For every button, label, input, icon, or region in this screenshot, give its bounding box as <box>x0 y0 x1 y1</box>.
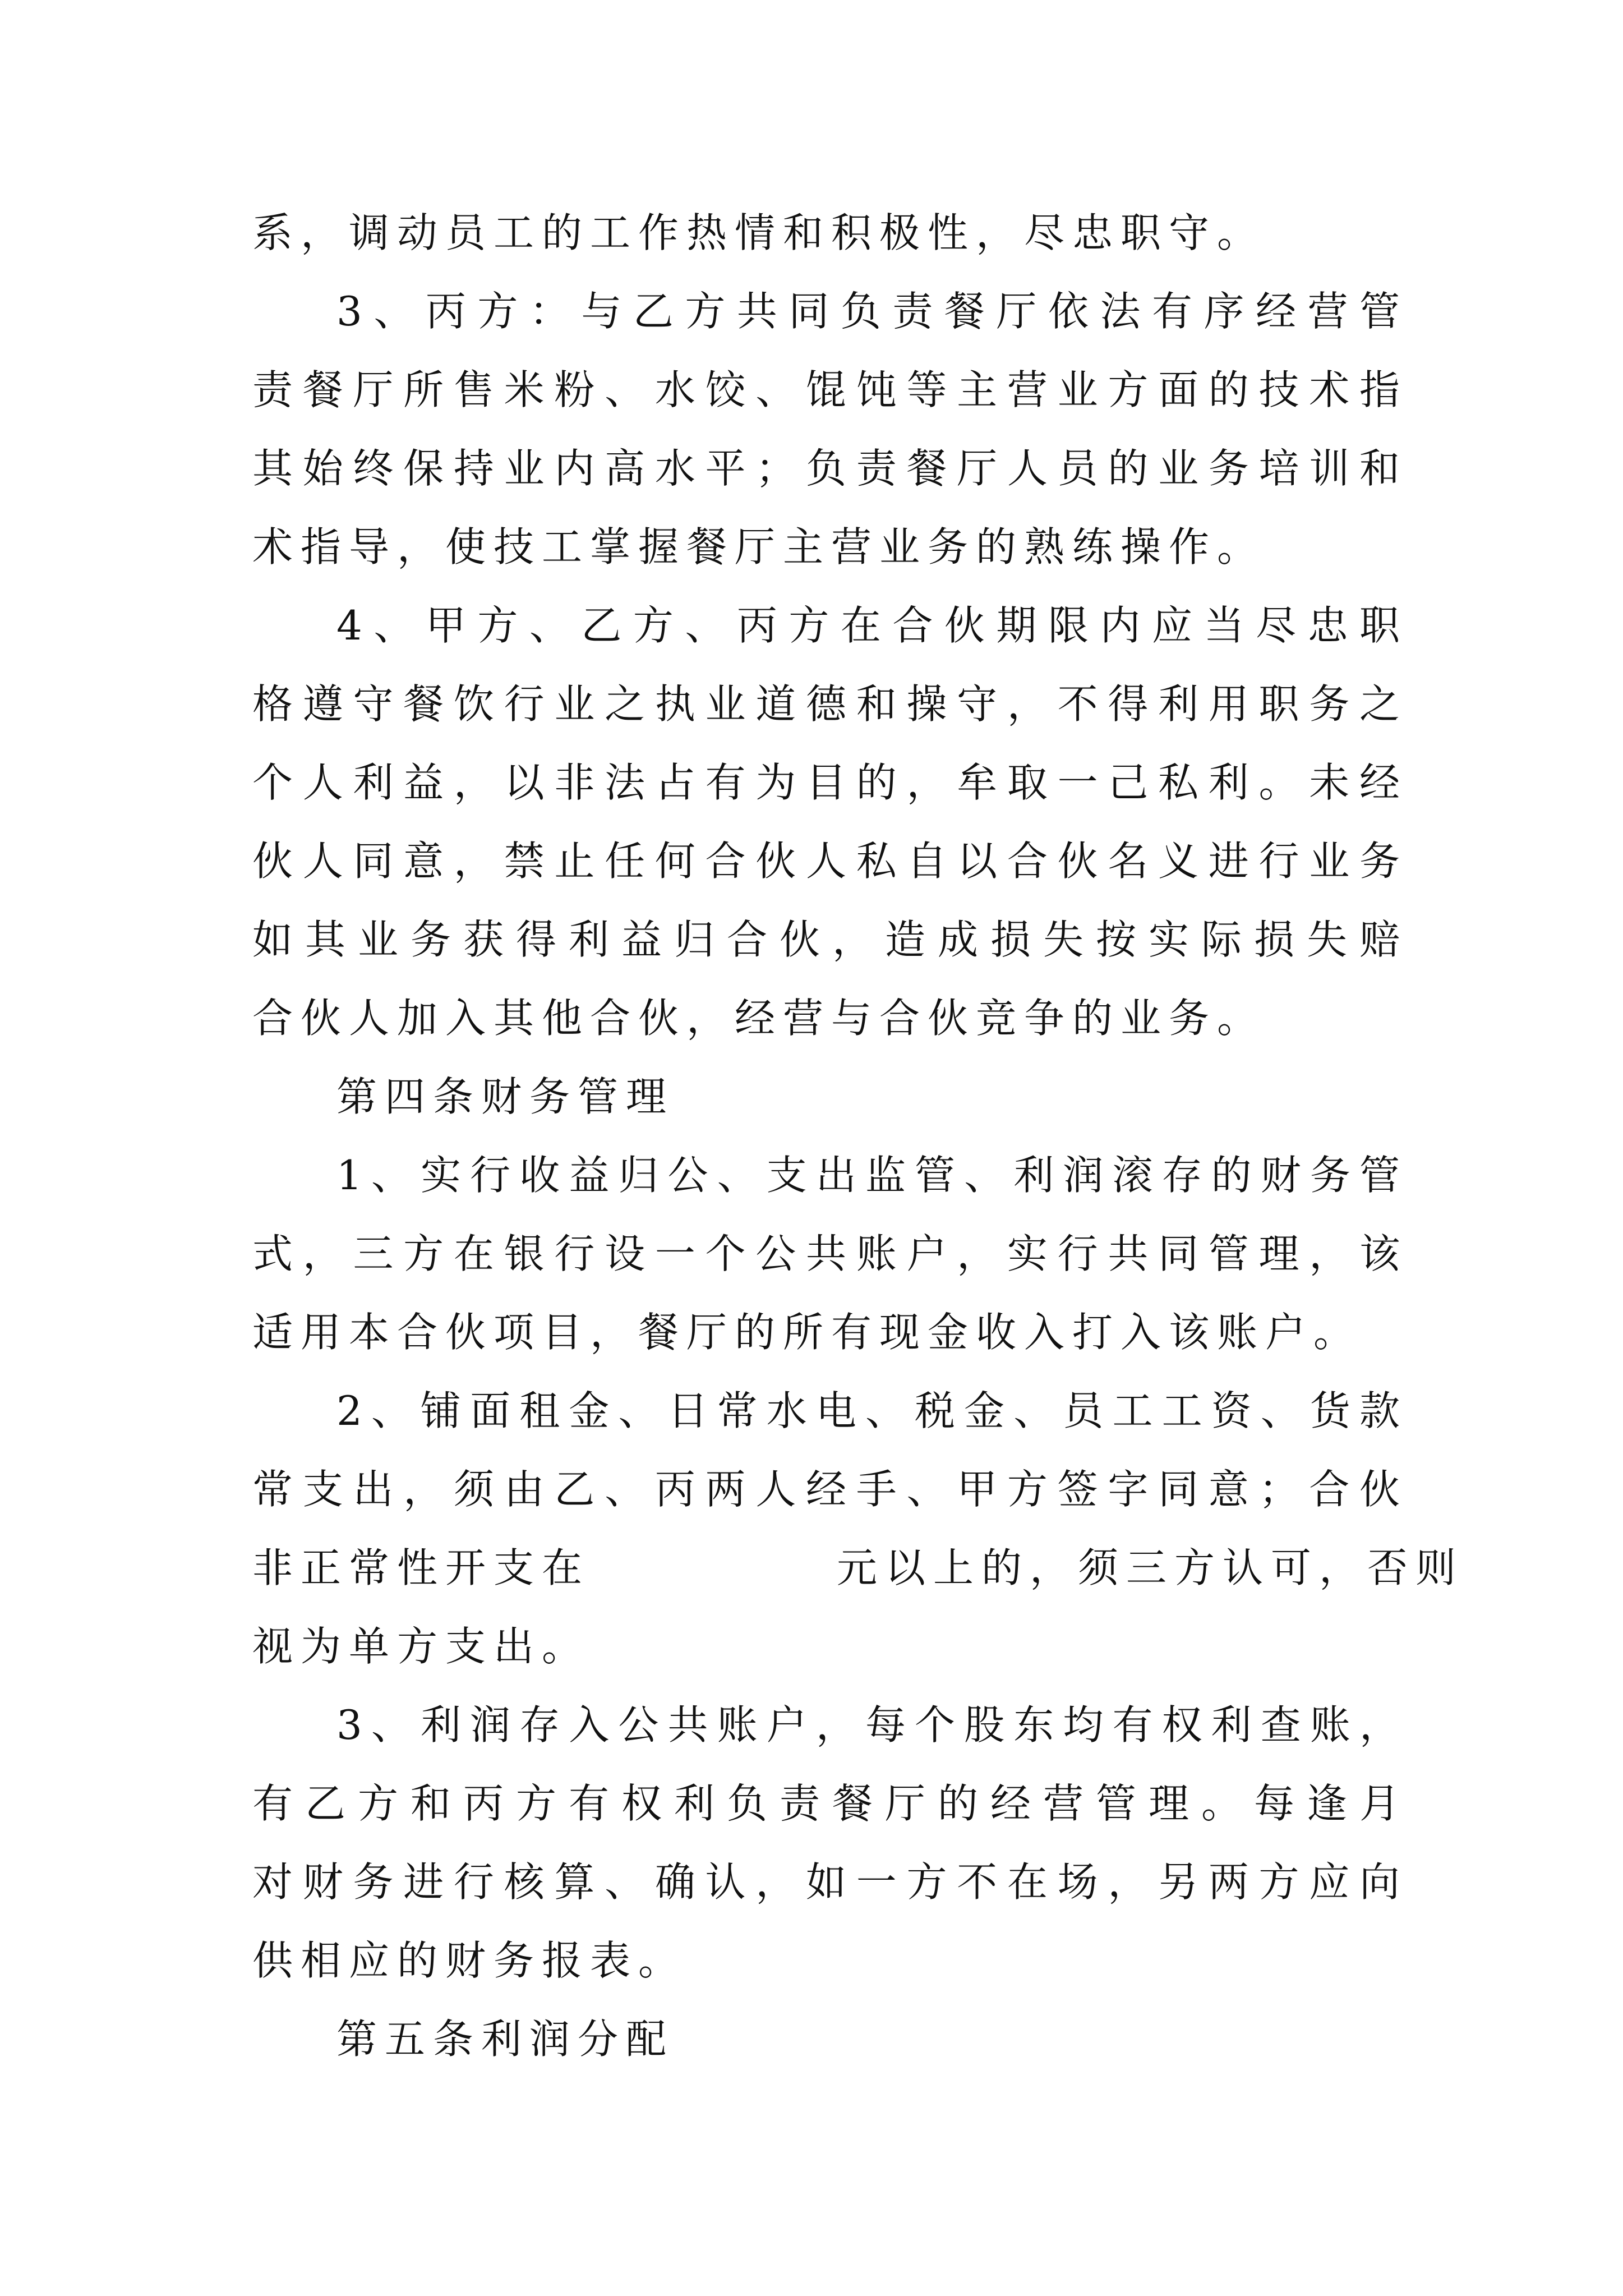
text-line: 对财务进行核算、确认，如一方不在场，另两方应向 <box>252 1858 1408 1906</box>
paragraph-finance-3-line-1: 3、利润存入公共账户，每个股东均有权利查账， <box>336 1701 1408 1749</box>
text-line: 系，调动员工的工作热情和积极性，尽忠职守。 <box>252 209 1266 256</box>
text-line: 供相应的财务报表。 <box>252 1937 687 1984</box>
paragraph-4-line-1: 4、甲方、乙方、丙方在合伙期限内应当尽忠职 <box>336 602 1408 649</box>
text-line: 式，三方在银行设一个公共账户，实行共同管理，该 <box>252 1230 1408 1277</box>
text-line: 术指导，使技工掌握餐厅主营业务的熟练操作。 <box>252 523 1266 570</box>
text-line: 个人利益，以非法占有为目的，牟取一己私利。未经 <box>252 759 1408 806</box>
text-line: 常支出，须由乙、丙两人经手、甲方签字同意；合伙 <box>252 1466 1408 1513</box>
text-line: 如其业务获得利益归合伙，造成损失按实际损失赔 <box>252 916 1408 963</box>
section-heading-finance: 第四条财务管理 <box>336 1073 675 1120</box>
text-line: 责餐厅所售米粉、水饺、馄饨等主营业方面的技术指 <box>252 366 1408 413</box>
text-segment: 元以上的，须三方认可，否则 <box>837 1544 1464 1591</box>
text-line-with-blank <box>252 1526 1464 1610</box>
text-line: 伙人同意，禁止任何合伙人私自以合伙名义进行业务 <box>252 838 1408 885</box>
paragraph-finance-2-line-1: 2、铺面租金、日常水电、税金、员工工资、货款 <box>336 1387 1408 1434</box>
paragraph-finance-1-line-1: 1、实行收益归公、支出监管、利润滚存的财务管 <box>336 1152 1408 1199</box>
text-line: 视为单方支出。 <box>252 1623 591 1670</box>
text-line: 合伙人加入其他合伙，经营与合伙竞争的业务。 <box>252 995 1266 1042</box>
text-line: 有乙方和丙方有权利负责餐厅的经营管理。每逢月 <box>252 1780 1408 1827</box>
section-heading-profit: 第五条利润分配 <box>336 2016 675 2063</box>
text-line: 其始终保持业内高水平；负责餐厅人员的业务培训和 <box>252 445 1408 492</box>
text-line: 格遵守餐饮行业之执业道德和操守，不得利用职务之 <box>252 680 1408 728</box>
paragraph-3-line-1: 3、丙方：与乙方共同负责餐厅依法有序经营管 <box>336 288 1408 335</box>
text-segment: 非正常性开支在 <box>252 1544 591 1591</box>
text-line: 适用本合伙项目，餐厅的所有现金收入打入该账户。 <box>252 1309 1362 1356</box>
